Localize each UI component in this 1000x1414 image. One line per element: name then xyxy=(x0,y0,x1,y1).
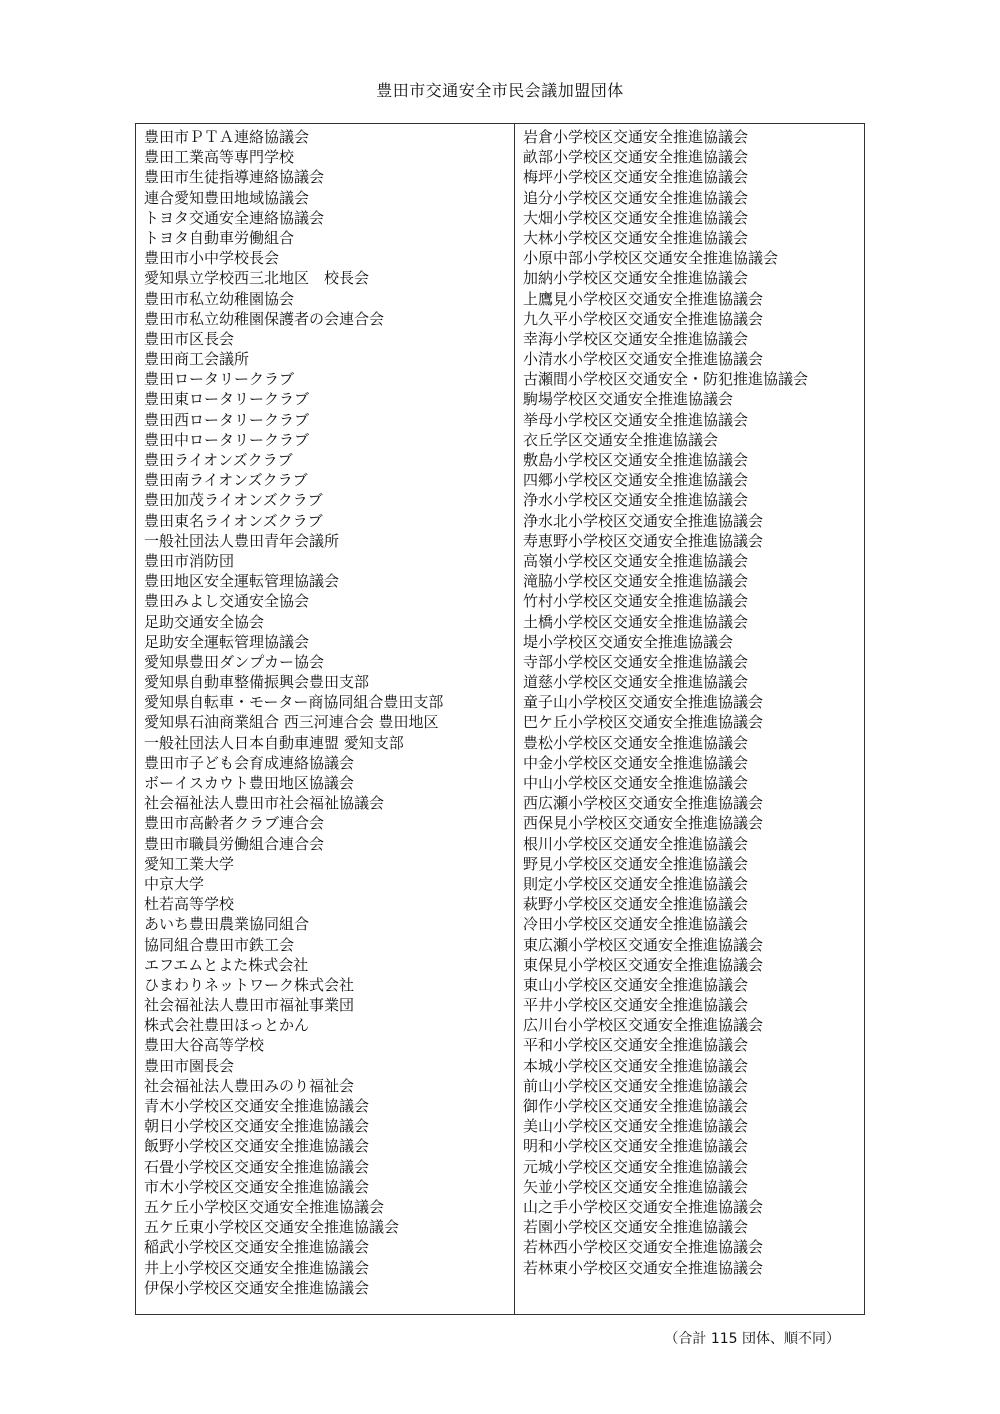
left-column xyxy=(136,124,515,1314)
organization-name: 小原中部小学校区交通安全推進協議会 xyxy=(523,249,779,268)
organization-name: 幸海小学校区交通安全推進協議会 xyxy=(523,329,749,348)
organization-name: 豊田地区安全運転管理協議会 xyxy=(144,572,340,591)
organization-name: 根川小学校区交通安全推進協議会 xyxy=(523,834,749,853)
organization-name: 上鷹見小学校区交通安全推進協議会 xyxy=(523,289,764,308)
organization-name: 井上小学校区交通安全推進協議会 xyxy=(144,1258,370,1277)
organization-name: 山之手小学校区交通安全推進協議会 xyxy=(523,1197,764,1216)
organization-name: 中金小学校区交通安全推進協議会 xyxy=(523,753,749,772)
organization-name: 高嶺小学校区交通安全推進協議会 xyxy=(523,551,749,570)
organization-name: 株式会社豊田ほっとかん xyxy=(144,1016,310,1035)
organization-name: 本城小学校区交通安全推進協議会 xyxy=(523,1056,749,1075)
organization-name: 豊田商工会議所 xyxy=(144,350,250,369)
organization-name: 豊田市私立幼稚園協会 xyxy=(144,289,295,308)
organization-name: 大畑小学校区交通安全推進協議会 xyxy=(523,208,749,227)
organization-name: 若園小学校区交通安全推進協議会 xyxy=(523,1218,749,1237)
organization-name: 竹村小学校区交通安全推進協議会 xyxy=(523,592,749,611)
organization-name: 市木小学校区交通安全推進協議会 xyxy=(144,1177,370,1196)
organization-name: 巴ケ丘小学校区交通安全推進協議会 xyxy=(523,713,764,732)
organization-name: 東保見小学校区交通安全推進協議会 xyxy=(523,955,764,974)
organization-name: 敷島小学校区交通安全推進協議会 xyxy=(523,451,749,469)
organization-name: 小清水小学校区交通安全推進協議会 xyxy=(523,350,764,369)
organization-name: ボーイスカウト豊田地区協議会 xyxy=(144,774,354,792)
organization-name: ひまわりネットワーク株式会社 xyxy=(144,975,355,994)
right-column xyxy=(515,124,864,1314)
organization-name: 中京大学 xyxy=(144,874,205,893)
organization-name: 五ケ丘東小学校区交通安全推進協議会 xyxy=(144,1218,400,1237)
organization-name: 石畳小学校区交通安全推進協議会 xyxy=(144,1157,370,1176)
organization-name: 則定小学校区交通安全推進協議会 xyxy=(523,874,749,893)
organization-name: 豊田みよし交通安全協会 xyxy=(144,592,310,611)
organization-name: 連合愛知豊田地域協議会 xyxy=(144,188,310,207)
organization-name: 愛知県立学校西三北地区 校長会 xyxy=(144,269,370,288)
organization-name: 梅坪小学校区交通安全推進協議会 xyxy=(523,168,749,187)
organization-name: 豊田市生徒指導連絡協議会 xyxy=(144,168,325,187)
organization-name: 愛知工業大学 xyxy=(144,854,235,873)
organization-name: トヨタ交通安全連絡協議会 xyxy=(144,208,325,227)
organization-name: 豊田市園長会 xyxy=(144,1056,235,1075)
organization-name: 道慈小学校区交通安全推進協議会 xyxy=(523,673,749,692)
organization-name: 駒場学校区交通安全推進協議会 xyxy=(523,390,734,409)
organization-name: 東山小学校区交通安全推進協議会 xyxy=(523,975,749,994)
organization-name: 西保見小学校区交通安全推進協議会 xyxy=(523,814,764,833)
right-organization-list xyxy=(523,127,864,1278)
left-organization-list xyxy=(144,127,514,1298)
organization-name: エフエムとよた株式会社 xyxy=(144,955,309,974)
organization-name: 豊田東名ライオンズクラブ xyxy=(144,511,323,530)
organization-name: 五ケ丘小学校区交通安全推進協議会 xyxy=(144,1197,385,1216)
organization-name: 豊田市区長会 xyxy=(144,329,235,348)
organization-name: 豊田東ロータリークラブ xyxy=(144,390,310,409)
organization-name: 豊田市子ども会育成連絡協議会 xyxy=(144,753,355,772)
member-organizations-table xyxy=(135,123,865,1315)
organization-name: 野見小学校区交通安全推進協議会 xyxy=(523,854,749,873)
organization-name: 矢並小学校区交通安全推進協議会 xyxy=(523,1177,749,1196)
organization-name: 四郷小学校区交通安全推進協議会 xyxy=(523,471,749,490)
organization-name: 畝部小学校区交通安全推進協議会 xyxy=(523,148,749,167)
organization-name: 若林東小学校区交通安全推進協議会 xyxy=(523,1258,764,1277)
organization-name: 浄水小学校区交通安全推進協議会 xyxy=(523,491,749,510)
organization-name: 衣丘学区交通安全推進協議会 xyxy=(523,430,719,449)
organization-name: 一般社団法人日本自動車連盟 愛知支部 xyxy=(144,733,404,752)
organization-name: 堤小学校区交通安全推進協議会 xyxy=(523,632,734,651)
organization-name: 愛知県豊田ダンプカー協会 xyxy=(144,652,325,671)
organization-name: 朝日小学校区交通安全推進協議会 xyxy=(144,1117,370,1136)
organization-name: 豊田大谷高等学校 xyxy=(144,1036,265,1055)
organization-name: 豊松小学校区交通安全推進協議会 xyxy=(523,733,749,752)
organization-name: 元城小学校区交通安全推進協議会 xyxy=(523,1157,749,1176)
organization-name: 豊田市小中学校長会 xyxy=(144,249,280,268)
organization-name: 東広瀬小学校区交通安全推進協議会 xyxy=(523,935,764,954)
organization-name: 寿恵野小学校区交通安全推進協議会 xyxy=(523,531,764,550)
organization-name: 冷田小学校区交通安全推進協議会 xyxy=(523,915,749,934)
organization-name: 土橋小学校区交通安全推進協議会 xyxy=(523,612,749,631)
organization-name: 協同組合豊田市鉄工会 xyxy=(144,935,295,954)
organization-name: 九久平小学校区交通安全推進協議会 xyxy=(523,309,764,328)
organization-name: 岩倉小学校区交通安全推進協議会 xyxy=(523,128,749,146)
organization-name: 愛知県自転車・モーター商協同組合豊田支部 xyxy=(144,693,444,712)
organization-name: 西広瀬小学校区交通安全推進協議会 xyxy=(523,794,764,813)
organization-name: 豊田市消防団 xyxy=(144,551,235,570)
organization-name: 寺部小学校区交通安全推進協議会 xyxy=(523,652,749,671)
organization-name: トヨタ自動車労働組合 xyxy=(144,228,295,247)
organization-name: 豊田市ＰＴＡ連絡協議会 xyxy=(144,128,310,146)
organization-name: 明和小学校区交通安全推進協議会 xyxy=(523,1137,749,1156)
organization-name: 豊田工業高等専門学校 xyxy=(144,148,295,167)
organization-name: 豊田中ロータリークラブ xyxy=(144,430,310,449)
organization-name: 前山小学校区交通安全推進協議会 xyxy=(523,1076,749,1095)
organization-name: 愛知県自動車整備振興会豊田支部 xyxy=(144,673,370,692)
organization-name: 平和小学校区交通安全推進協議会 xyxy=(523,1036,749,1055)
organization-name: 豊田市高齢者クラブ連合会 xyxy=(144,814,325,833)
organization-name: 豊田市職員労働組合連合会 xyxy=(144,834,325,853)
organization-name: 豊田ライオンズクラブ xyxy=(144,451,293,469)
organization-name: 社会福祉法人豊田市福祉事業団 xyxy=(144,996,355,1015)
organization-name: 飯野小学校区交通安全推進協議会 xyxy=(144,1137,370,1156)
organization-name: 大林小学校区交通安全推進協議会 xyxy=(523,228,749,247)
organization-name: 稲武小学校区交通安全推進協議会 xyxy=(144,1238,370,1257)
organization-name: 加納小学校区交通安全推進協議会 xyxy=(523,269,749,288)
organization-name: あいち豊田農業協同組合 xyxy=(144,915,310,934)
organization-name: 豊田ロータリークラブ xyxy=(144,370,295,389)
organization-name: 伊保小学校区交通安全推進協議会 xyxy=(144,1278,370,1297)
organization-name: 平井小学校区交通安全推進協議会 xyxy=(523,996,749,1015)
organization-name: 一般社団法人豊田青年会議所 xyxy=(144,531,340,550)
organization-name: 中山小学校区交通安全推進協議会 xyxy=(523,774,749,792)
page-title: 豊田市交通安全市民会議加盟団体 xyxy=(376,81,624,100)
total-count-note: （合計 115 団体、順不同） xyxy=(664,1331,840,1347)
organization-name: 足助安全運転管理協議会 xyxy=(144,632,310,651)
organization-name: 追分小学校区交通安全推進協議会 xyxy=(523,188,749,207)
organization-name: 愛知県石油商業組合 西三河連合会 豊田地区 xyxy=(144,713,439,732)
organization-name: 御作小学校区交通安全推進協議会 xyxy=(523,1097,749,1115)
organization-name: 杜若高等学校 xyxy=(144,895,235,914)
organization-name: 足助交通安全協会 xyxy=(144,612,265,631)
organization-name: 浄水北小学校区交通安全推進協議会 xyxy=(523,511,764,530)
organization-name: 豊田市私立幼稚園保護者の会連合会 xyxy=(144,309,385,328)
organization-name: 童子山小学校区交通安全推進協議会 xyxy=(523,693,764,712)
organization-name: 美山小学校区交通安全推進協議会 xyxy=(523,1117,749,1136)
organization-name: 青木小学校区交通安全推進協議会 xyxy=(144,1097,370,1115)
organization-name: 挙母小学校区交通安全推進協議会 xyxy=(523,410,749,429)
organization-name: 社会福祉法人豊田市社会福祉協議会 xyxy=(144,794,385,813)
organization-name: 社会福祉法人豊田みのり福祉会 xyxy=(144,1076,355,1095)
organization-name: 豊田西ロータリークラブ xyxy=(144,410,310,429)
organization-name: 若林西小学校区交通安全推進協議会 xyxy=(523,1238,764,1257)
organization-name: 豊田加茂ライオンズクラブ xyxy=(144,491,323,510)
organization-name: 豊田南ライオンズクラブ xyxy=(144,471,308,490)
organization-name: 広川台小学校区交通安全推進協議会 xyxy=(523,1016,764,1035)
organization-name: 滝脇小学校区交通安全推進協議会 xyxy=(523,572,749,591)
organization-name: 古瀬間小学校区交通安全・防犯推進協議会 xyxy=(523,370,809,389)
organization-name: 萩野小学校区交通安全推進協議会 xyxy=(523,895,749,914)
